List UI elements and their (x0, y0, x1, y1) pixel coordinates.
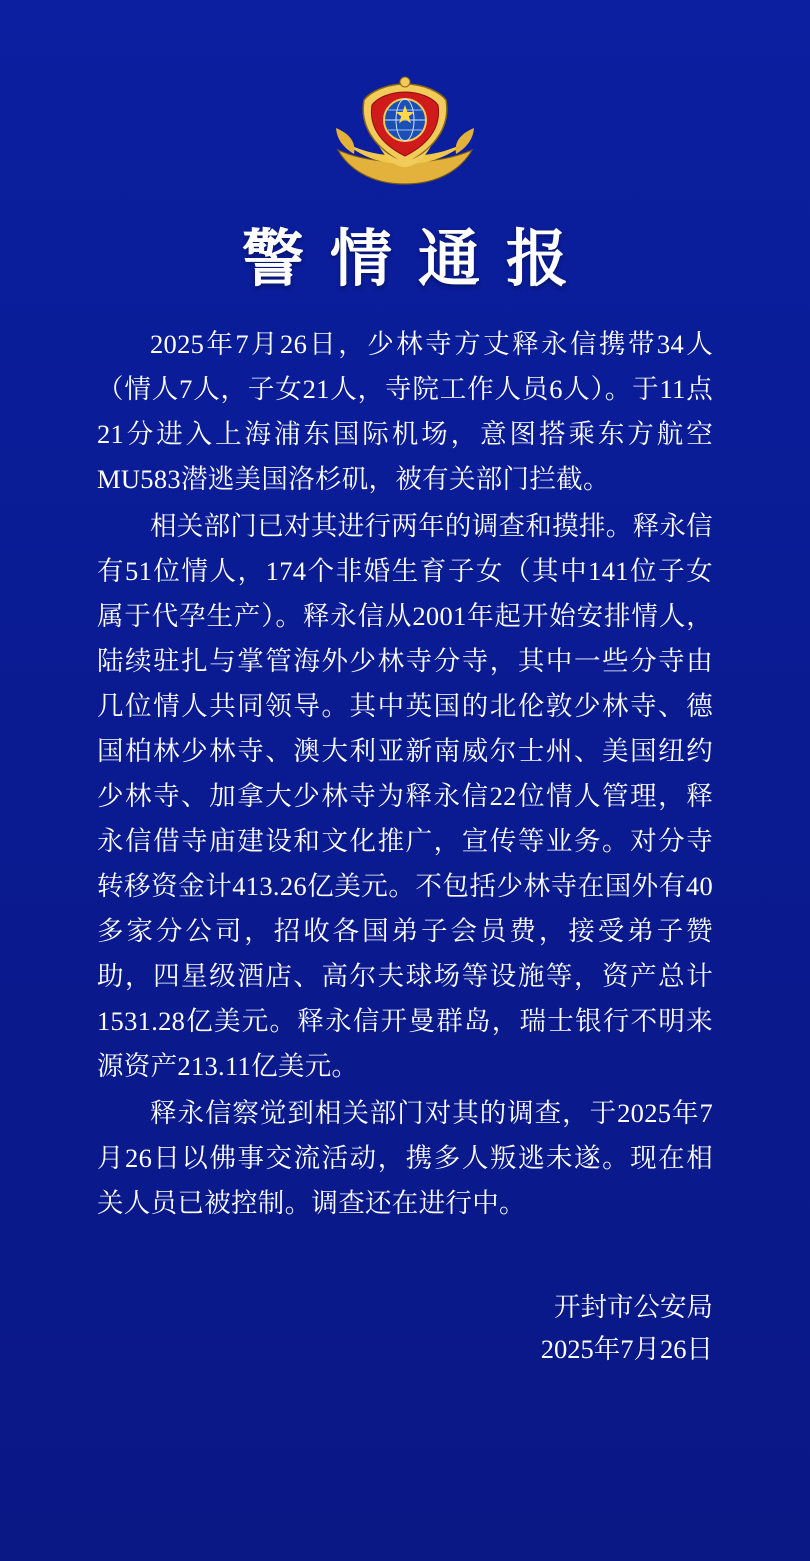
notice-paragraph: 释永信察觉到相关部门对其的调查，于2025年7月26日以佛事交流活动，携多人叛逃未遂。现在相关人员已被控制。调查还在进行中。 (97, 1098, 713, 1219)
signature-block (97, 1286, 713, 1370)
issue-date: 2025年7月26日 (540, 1334, 713, 1365)
notice-body (97, 322, 713, 1228)
page-title: 警情通报 (241, 226, 594, 294)
notice-paragraph: 相关部门已对其进行两年的调查和摸排。释永信有51位情人，174个非婚生育子女（其中141位子女属于代孕生产）。释永信从2001年起开始安排情人，陆续驻扎与掌管海外少林寺分寺，其中一些分寺由几位情人共同领导。其中英国的北伦敦少林寺、德国柏林少林寺、澳大利亚新南威尔士州、美国纽约少林寺、加拿大少林寺为释永信22位情人管理，释永信借寺庙建设和文化推广，宣传等业务。对分寺转移资金计413.26亿美元。不包括少林寺在国外有40多家分公司，招收各国弟子会员费，接受弟子赞助，四星级酒店、高尔夫球场等设施等，资产总计1531.28亿美元。释永信开曼群岛，瑞士银行不明来源资产213.11亿美元。 (97, 511, 713, 1082)
issuing-authority: 开封市公安局 (554, 1292, 713, 1323)
china-police-badge-icon (330, 72, 480, 200)
notice-paragraph: 2025年7月26日，少林寺方丈释永信携带34人（情人7人，子女21人，寺院工作人员6人）。于11点21分进入上海浦东国际机场，意图搭乘东方航空MU583潜逃美国洛杉矶，被有关部门拦截。 (97, 329, 713, 495)
